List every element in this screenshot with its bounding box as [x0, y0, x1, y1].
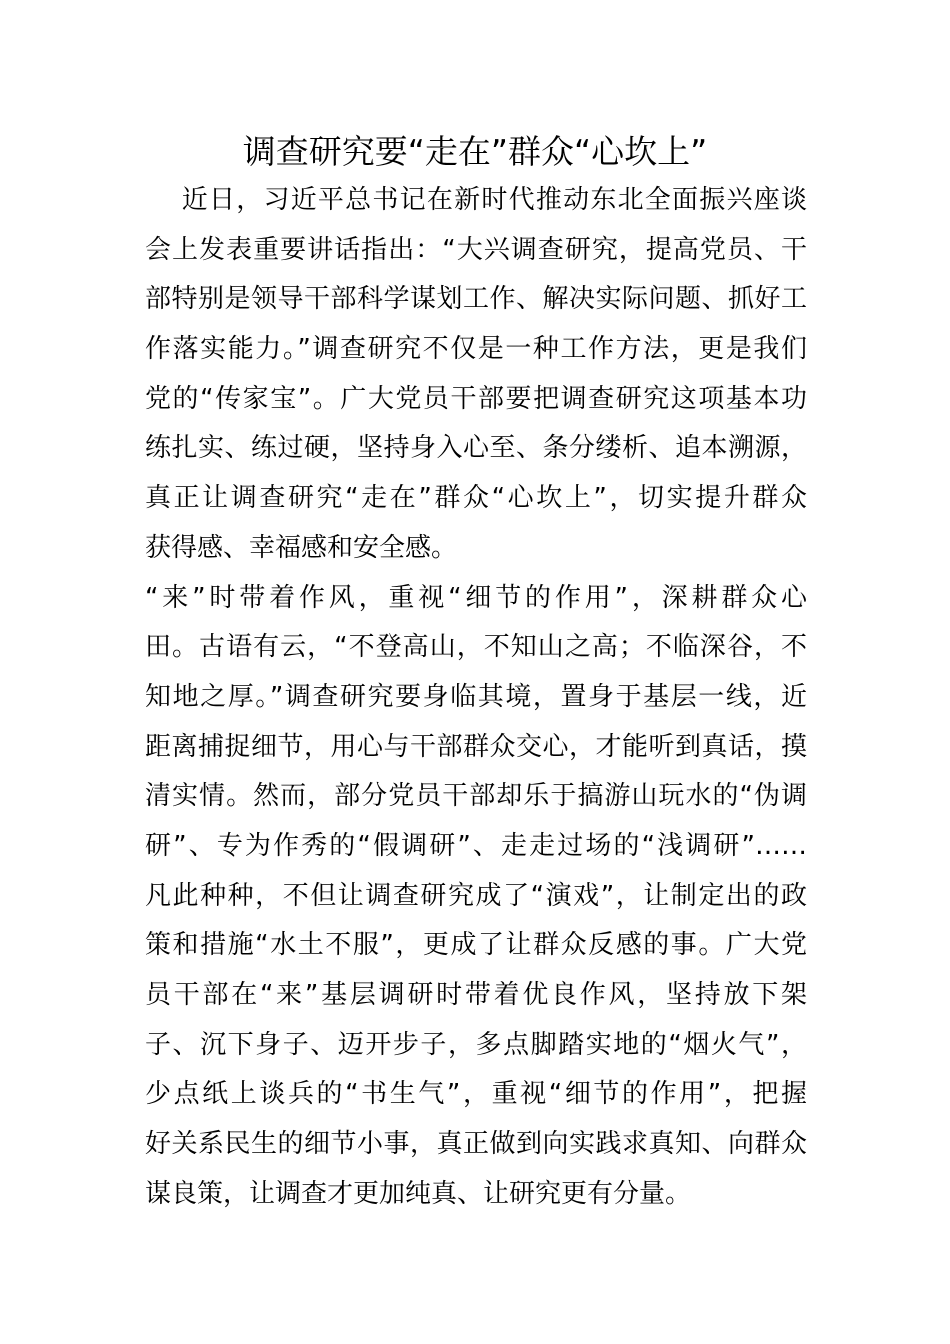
- text-line: 作落实能力。”调查研究不仅是一种工作方法，更是我们: [145, 334, 807, 365]
- text-line: 知地之厚。”调查研究要身临其境，置身于基层一线，近: [145, 681, 807, 712]
- text-line: 清实情。然而，部分党员干部却乐于搞游山玩水的“伪调: [145, 781, 807, 812]
- text-line: 真正让调查研究“走在”群众“心坎上”，切实提升群众: [145, 483, 807, 514]
- text-line: 党的“传家宝”。广大党员干部要把调查研究这项基本功: [145, 383, 807, 414]
- text-line: 获得感、幸福感和安全感。: [145, 532, 458, 563]
- text-line: 部特别是领导干部科学谋划工作、解决实际问题、抓好工: [145, 284, 807, 315]
- text-line: 练扎实、练过硬，坚持身入心至、条分缕析、追本溯源，: [145, 433, 807, 464]
- text-line: “来”时带着作风，重视“细节的作用”，深耕群众心: [145, 582, 807, 613]
- text-line: 田。古语有云，“不登高山，不知山之高；不临深谷，不: [145, 632, 807, 663]
- text-line: 近日，习近平总书记在新时代推动东北全面振兴座谈: [145, 185, 807, 215]
- text-line: 子、沉下身子、迈开步子，多点脚踏实地的“烟火气”，: [145, 1029, 807, 1060]
- article-body: [145, 176, 807, 1219]
- text-line: 会上发表重要讲话指出：“大兴调查研究，提高党员、干: [145, 234, 807, 265]
- text-line: 凡此种种，不但让调查研究成了“演戏”，让制定出的政: [145, 880, 807, 911]
- text-line: 少点纸上谈兵的“书生气”，重视“细节的作用”，把握: [145, 1079, 807, 1110]
- text-line: 研”、专为作秀的“假调研”、走走过场的“浅调研”……: [145, 830, 807, 861]
- page-title: 调查研究要“走在”群众“心坎上”: [242, 132, 708, 171]
- text-line: 谋良策，让调查才更加纯真、让研究更有分量。: [145, 1178, 692, 1209]
- text-line: 好关系民生的细节小事，真正做到向实践求真知、向群众: [145, 1129, 807, 1160]
- text-line: 策和措施“水土不服”，更成了让群众反感的事。广大党: [145, 930, 807, 961]
- text-line: 距离捕捉细节，用心与干部群众交心，才能听到真话，摸: [145, 731, 807, 762]
- text-line: 员干部在“来”基层调研时带着优良作风，坚持放下架: [145, 980, 807, 1010]
